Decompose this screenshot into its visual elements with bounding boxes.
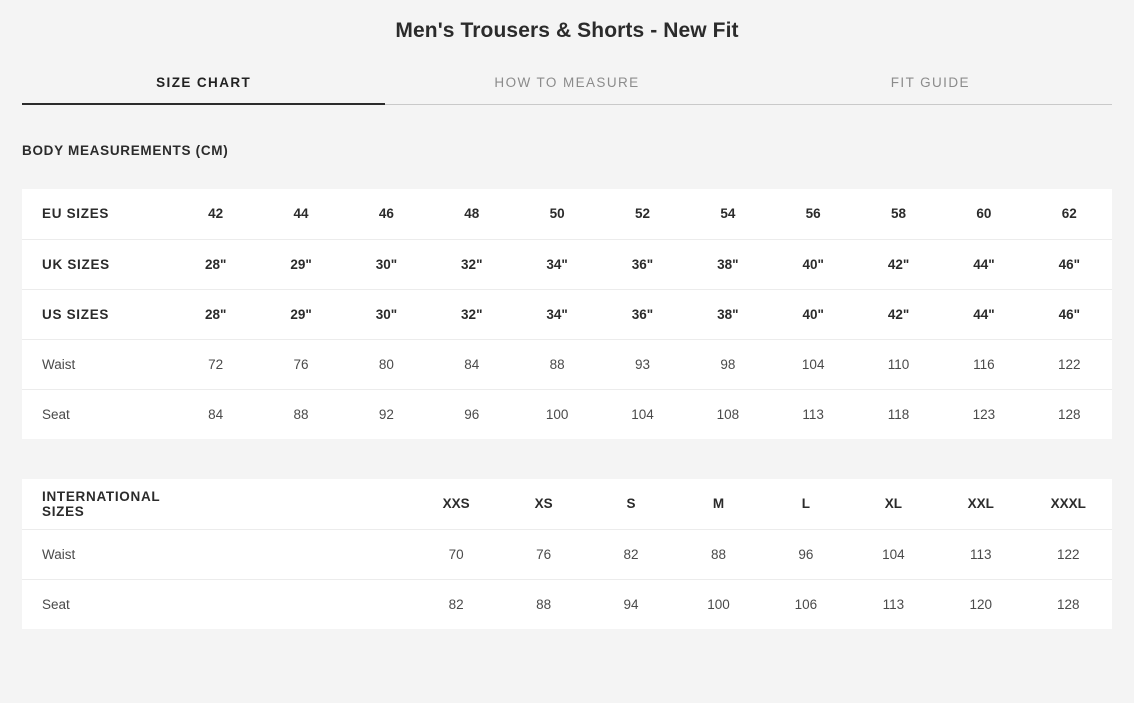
cell: 113	[937, 529, 1024, 579]
cell: 104	[631, 406, 654, 422]
cell: 128	[1058, 406, 1081, 422]
international-size-table-wrap	[22, 479, 1112, 629]
cell: 34"	[514, 239, 599, 289]
cell: 118	[887, 406, 910, 422]
cell: 58	[856, 189, 941, 239]
cell: XXL	[937, 479, 1024, 529]
tab-bar	[22, 65, 1112, 105]
row-label: INTERNATIONAL SIZES	[22, 479, 173, 529]
cell: 100	[545, 406, 569, 422]
cell: 76	[500, 529, 587, 579]
cell: 28"	[173, 289, 258, 339]
cell: 36"	[600, 289, 685, 339]
cell: 44"	[941, 239, 1026, 289]
cell	[325, 479, 412, 529]
cell: 42"	[856, 239, 941, 289]
cell: 30"	[344, 239, 429, 289]
cell: 60	[941, 189, 1026, 239]
row-label: UK SIZES	[22, 239, 173, 289]
cell: 84	[208, 406, 224, 422]
cell: 48	[429, 189, 514, 239]
cell	[173, 529, 325, 579]
cell: 110	[856, 339, 941, 389]
cell: 36"	[600, 239, 685, 289]
cell: 28"	[173, 239, 258, 289]
table-row	[22, 189, 1112, 239]
tab-fit-guide[interactable]: FIT GUIDE	[890, 75, 970, 90]
cell: 42"	[856, 289, 941, 339]
cell	[173, 479, 325, 529]
cell: 62	[1027, 189, 1112, 239]
section-title: BODY MEASUREMENTS (CM)	[22, 143, 229, 158]
cell	[325, 579, 412, 629]
cell: 93	[600, 339, 685, 389]
cell: XS	[500, 479, 587, 529]
cell: 88	[293, 406, 309, 422]
cell: 96	[762, 529, 849, 579]
cell: 94	[623, 596, 639, 612]
cell: 120	[969, 596, 993, 612]
row-label: Waist	[22, 529, 173, 579]
cell: 32"	[429, 289, 514, 339]
cell: 52	[600, 189, 685, 239]
cell: 40"	[771, 239, 856, 289]
cell: 46	[344, 189, 429, 239]
cell: L	[762, 479, 849, 529]
table-row	[22, 289, 1112, 339]
row-label: Seat	[42, 596, 70, 612]
cell: XXS	[412, 479, 499, 529]
cell: M	[675, 479, 762, 529]
cell: 92	[378, 406, 394, 422]
table-row	[22, 339, 1112, 389]
cell: 29"	[258, 239, 343, 289]
tab-size-chart[interactable]: SIZE CHART	[22, 65, 385, 105]
cell: 46"	[1027, 239, 1112, 289]
cell: 46"	[1027, 289, 1112, 339]
cell: 56	[771, 189, 856, 239]
cell: 108	[716, 406, 740, 422]
cell: 123	[972, 406, 996, 422]
cell: 70	[412, 529, 499, 579]
cell: XL	[850, 479, 937, 529]
cell: 54	[685, 189, 770, 239]
cell	[173, 579, 325, 629]
cell: 88	[536, 596, 552, 612]
numeric-size-table-wrap	[22, 189, 1112, 439]
cell: 106	[794, 596, 818, 612]
cell: 30"	[344, 289, 429, 339]
cell: 100	[707, 596, 730, 612]
cell: XXXL	[1025, 479, 1113, 529]
table-row	[22, 239, 1112, 289]
cell: 40"	[771, 289, 856, 339]
table-row	[22, 579, 1112, 629]
table-row	[22, 479, 1112, 529]
row-label: EU SIZES	[22, 189, 173, 239]
cell: 128	[1056, 596, 1080, 612]
cell: S	[587, 479, 674, 529]
cell: 98	[685, 339, 770, 389]
cell: 104	[850, 529, 937, 579]
cell: 50	[514, 189, 599, 239]
row-label: US SIZES	[22, 289, 173, 339]
cell: 104	[771, 339, 856, 389]
cell: 122	[1027, 339, 1112, 389]
cell: 82	[587, 529, 674, 579]
tab-how-to-measure[interactable]: HOW TO MEASURE	[494, 75, 640, 90]
cell: 72	[173, 339, 258, 389]
cell: 38"	[685, 289, 770, 339]
page-title: Men's Trousers & Shorts - New Fit	[395, 19, 739, 42]
cell: 44"	[941, 289, 1026, 339]
cell: 76	[258, 339, 343, 389]
cell: 82	[448, 596, 464, 612]
cell: 38"	[685, 239, 770, 289]
table-row	[22, 529, 1112, 579]
cell: 113	[882, 596, 905, 612]
cell: 80	[344, 339, 429, 389]
row-label: Waist	[22, 339, 173, 389]
cell: 116	[941, 339, 1026, 389]
cell: 84	[429, 339, 514, 389]
cell: 32"	[429, 239, 514, 289]
cell	[325, 529, 412, 579]
cell: 42	[173, 189, 258, 239]
row-label: Seat	[42, 406, 70, 422]
cell: 44	[258, 189, 343, 239]
cell: 88	[675, 529, 762, 579]
international-size-table	[22, 479, 1112, 629]
cell: 122	[1025, 529, 1113, 579]
cell: 34"	[514, 289, 599, 339]
cell: 88	[514, 339, 599, 389]
table-row	[22, 389, 1112, 439]
numeric-size-table	[22, 189, 1112, 439]
cell: 113	[802, 406, 824, 422]
cell: 29"	[258, 289, 343, 339]
cell: 96	[464, 406, 480, 422]
